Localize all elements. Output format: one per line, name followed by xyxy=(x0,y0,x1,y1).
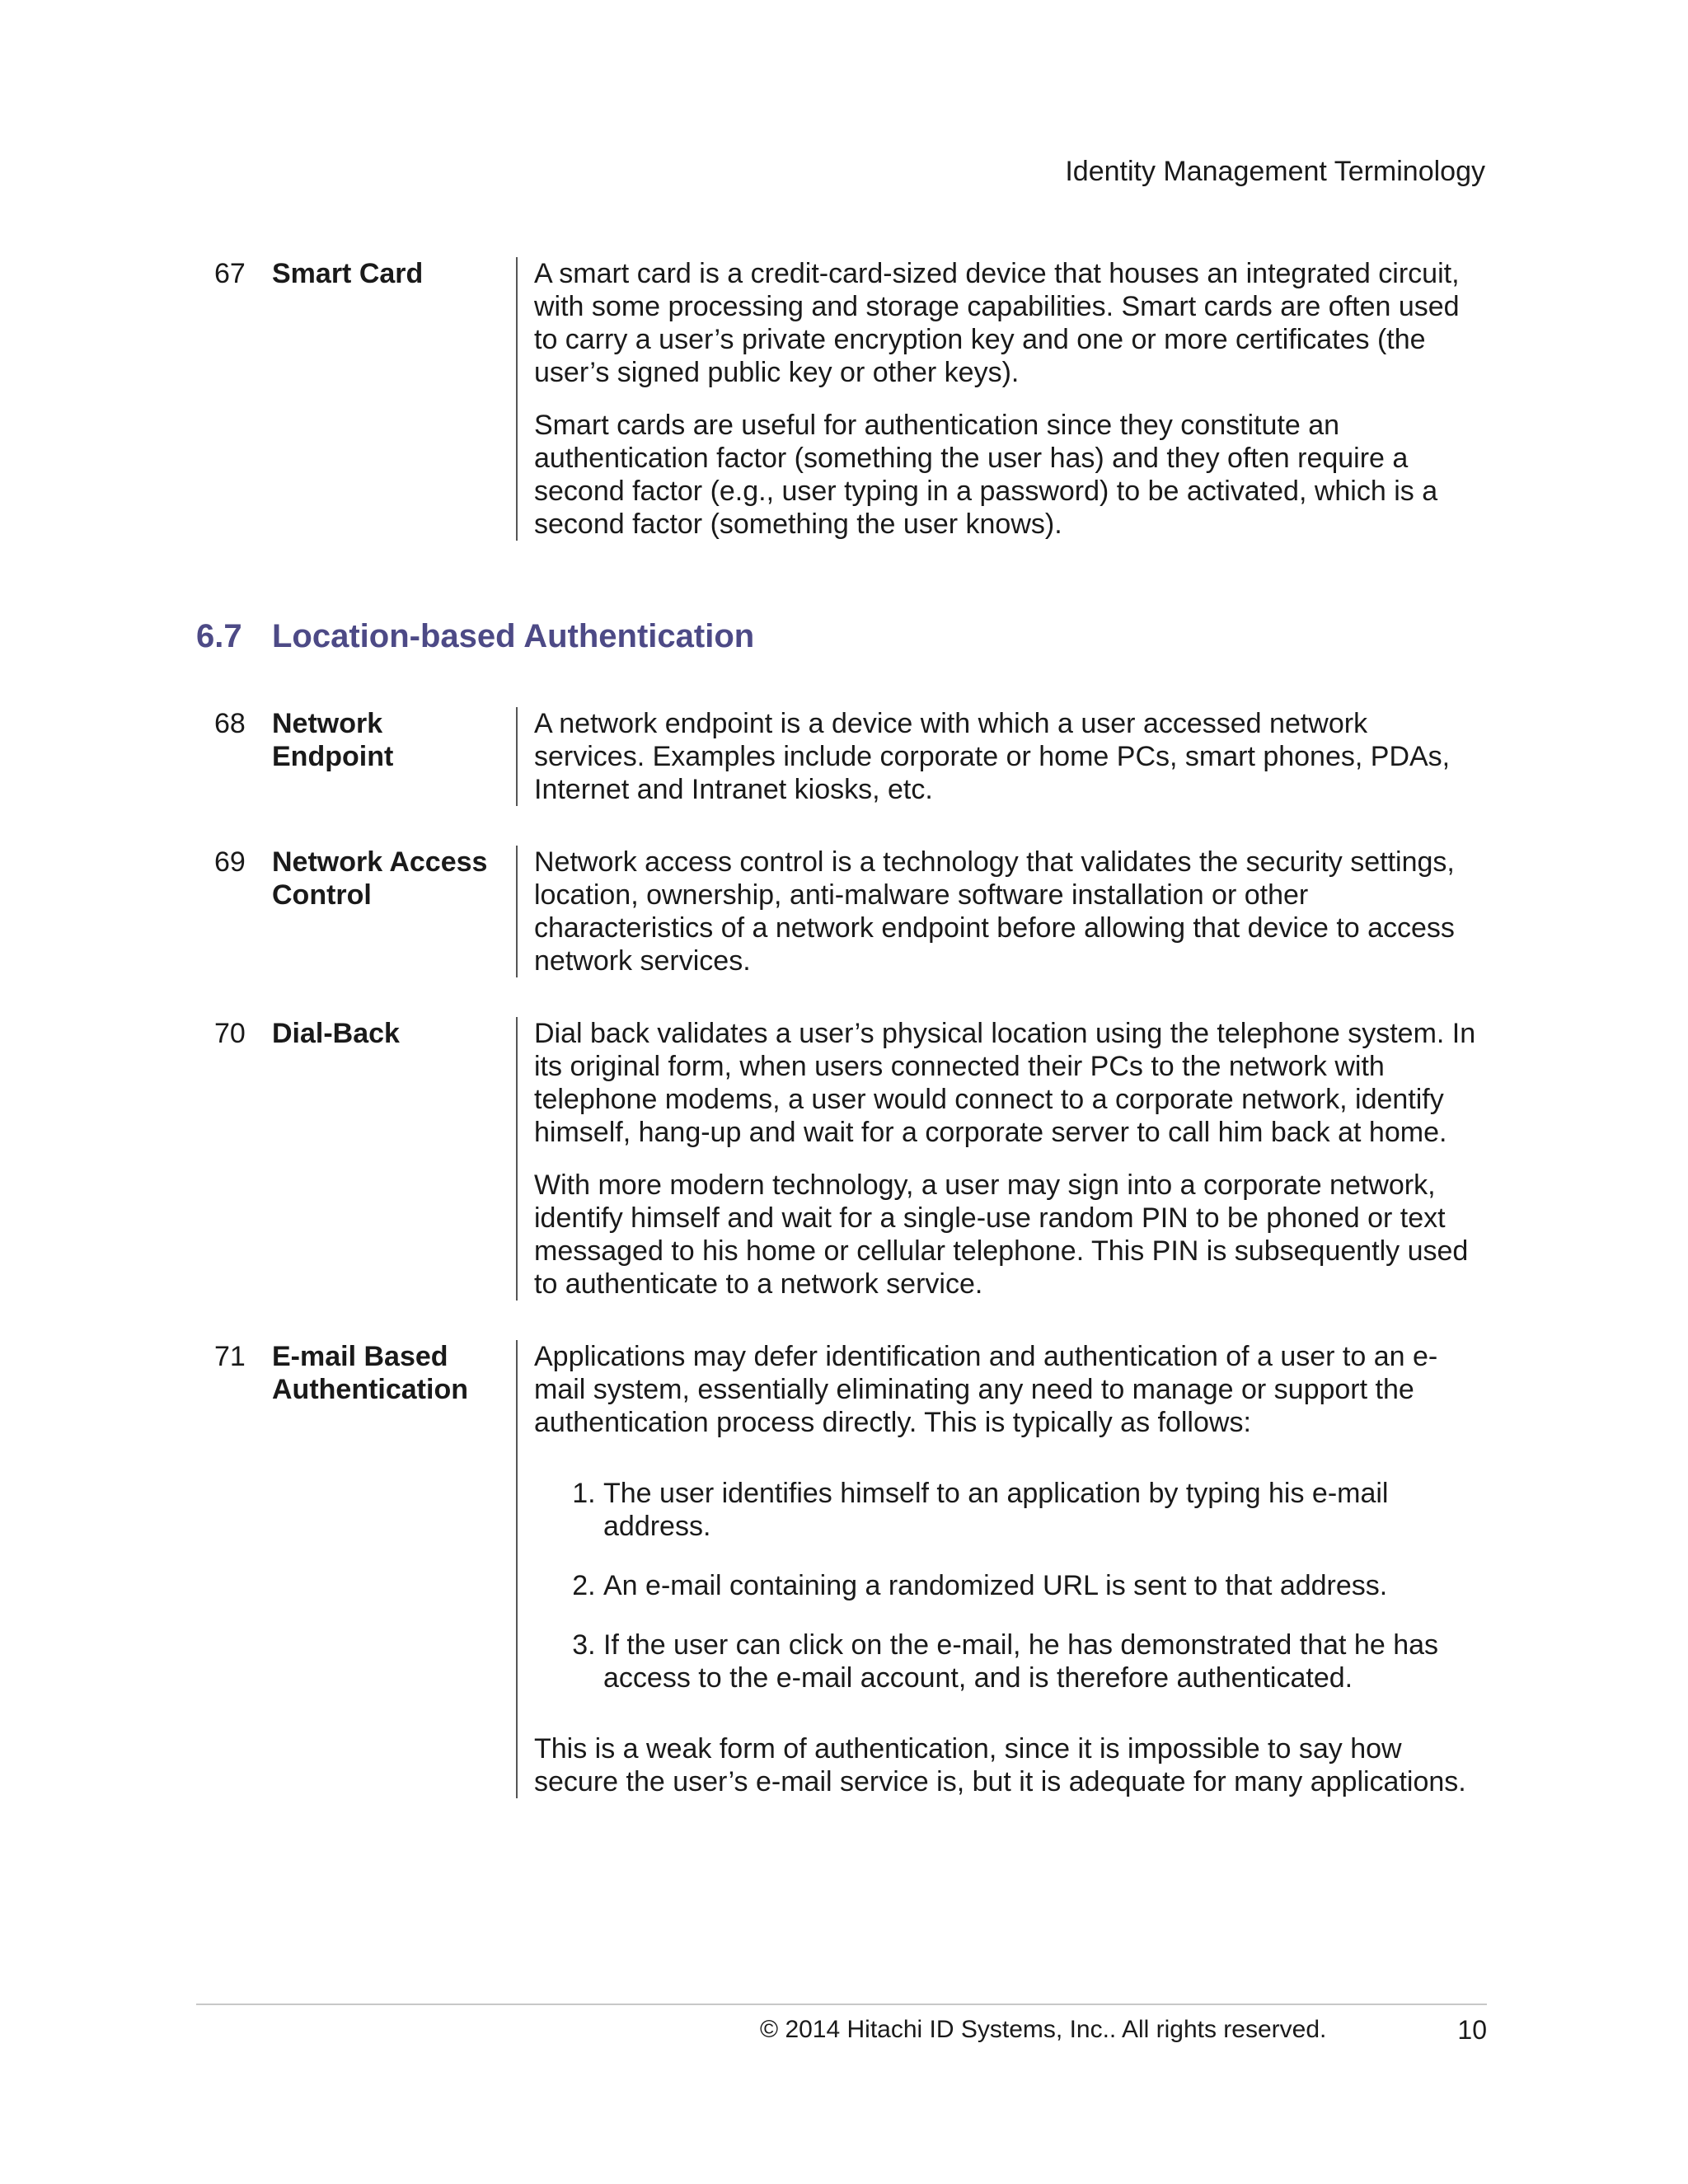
entry-definition xyxy=(516,1340,1487,1798)
list-item: 3. If the user can click on the e-mail, he has demonstrated that he has access to the e-mail account, and is therefore authenticated. xyxy=(603,1629,1480,1694)
glossary-entry-smart-card xyxy=(196,257,1487,541)
entry-term: E-mail Based Authentication xyxy=(272,1341,468,1405)
steps-list xyxy=(534,1477,1480,1694)
page-number: 10 xyxy=(1457,2015,1487,2045)
footer-divider xyxy=(196,2004,1487,2005)
section-title: Location-based Authentication xyxy=(272,618,755,654)
entry-definition xyxy=(516,1017,1487,1301)
entry-definition xyxy=(516,707,1487,806)
entry-term: Network Endpoint xyxy=(272,708,394,772)
glossary-entry-dial-back xyxy=(196,1017,1487,1301)
glossary-entry-network-access-control xyxy=(196,846,1487,977)
entry-number: 70 xyxy=(214,1018,246,1049)
page-header-title: Identity Management Terminology xyxy=(1065,156,1485,187)
section-heading xyxy=(196,616,1487,656)
entry-number: 67 xyxy=(214,258,246,289)
entry-number: 68 xyxy=(214,708,246,739)
footer-copyright: © 2014 Hitachi ID Systems, Inc.. All rights reserved. xyxy=(760,2016,1327,2043)
entry-term: Dial-Back xyxy=(272,1018,400,1049)
entry-definition xyxy=(516,257,1487,541)
entry-number: 69 xyxy=(214,846,246,878)
definition-paragraph: With more modern technology, a user may sign into a corporate network, identify himself and wait for a single-use random PIN to be phoned or text messaged to his home or cellular telephone. This PIN is subsequently used to authenticate to a network service. xyxy=(534,1169,1469,1300)
list-item: 2. An e-mail containing a randomized URL is sent to that address. xyxy=(603,1569,1480,1602)
entry-number: 71 xyxy=(214,1341,246,1372)
glossary-entry-network-endpoint xyxy=(196,707,1487,806)
document-body xyxy=(196,257,1487,1798)
definition-paragraph: A smart card is a credit-card-sized device that houses an integrated circuit, with some processing and storage capabilities. Smart cards are often used to carry a user’s private encryption key and one or more certificates (the user’s signed public key or other keys). xyxy=(534,258,1460,388)
definition-outro: This is a weak form of authentication, since it is impossible to say how secure the user’s e-mail service is, but it is adequate for many applications. xyxy=(534,1733,1466,1797)
entry-term: Smart Card xyxy=(272,258,424,289)
section-number: 6.7 xyxy=(196,618,242,654)
definition-paragraph: A network endpoint is a device with which a user accessed network services. Examples include corporate or home PCs, smart phones, PDAs, Internet and Intranet kiosks, etc. xyxy=(534,708,1451,805)
glossary-entry-email-based-authentication xyxy=(196,1340,1487,1798)
entry-definition xyxy=(516,846,1487,977)
definition-paragraph: Network access control is a technology that validates the security settings, location, ownership, anti-malware software installation or other characteristics of a network endpoint before allowing that device to access network services. xyxy=(534,846,1455,977)
definition-intro: Applications may defer identification and authentication of a user to an e-mail system, essentially eliminating any need to manage or support the authentication process directly. This is typically as follows: xyxy=(534,1341,1438,1438)
definition-paragraph: Dial back validates a user’s physical location using the telephone system. In its original form, when users connected their PCs to the network with telephone modems, a user would connect to a corporate network, identify himself, hang-up and wait for a corporate server to call him back at home. xyxy=(534,1018,1476,1148)
entry-term: Network Access Control xyxy=(272,846,488,911)
definition-paragraph: Smart cards are useful for authentication since they constitute an authentication factor (something the user has) and they often require a second factor (e.g., user typing in a password) to be activated, which is a second factor (something the user knows). xyxy=(534,410,1438,540)
list-item: 1. The user identifies himself to an application by typing his e-mail address. xyxy=(603,1477,1480,1543)
